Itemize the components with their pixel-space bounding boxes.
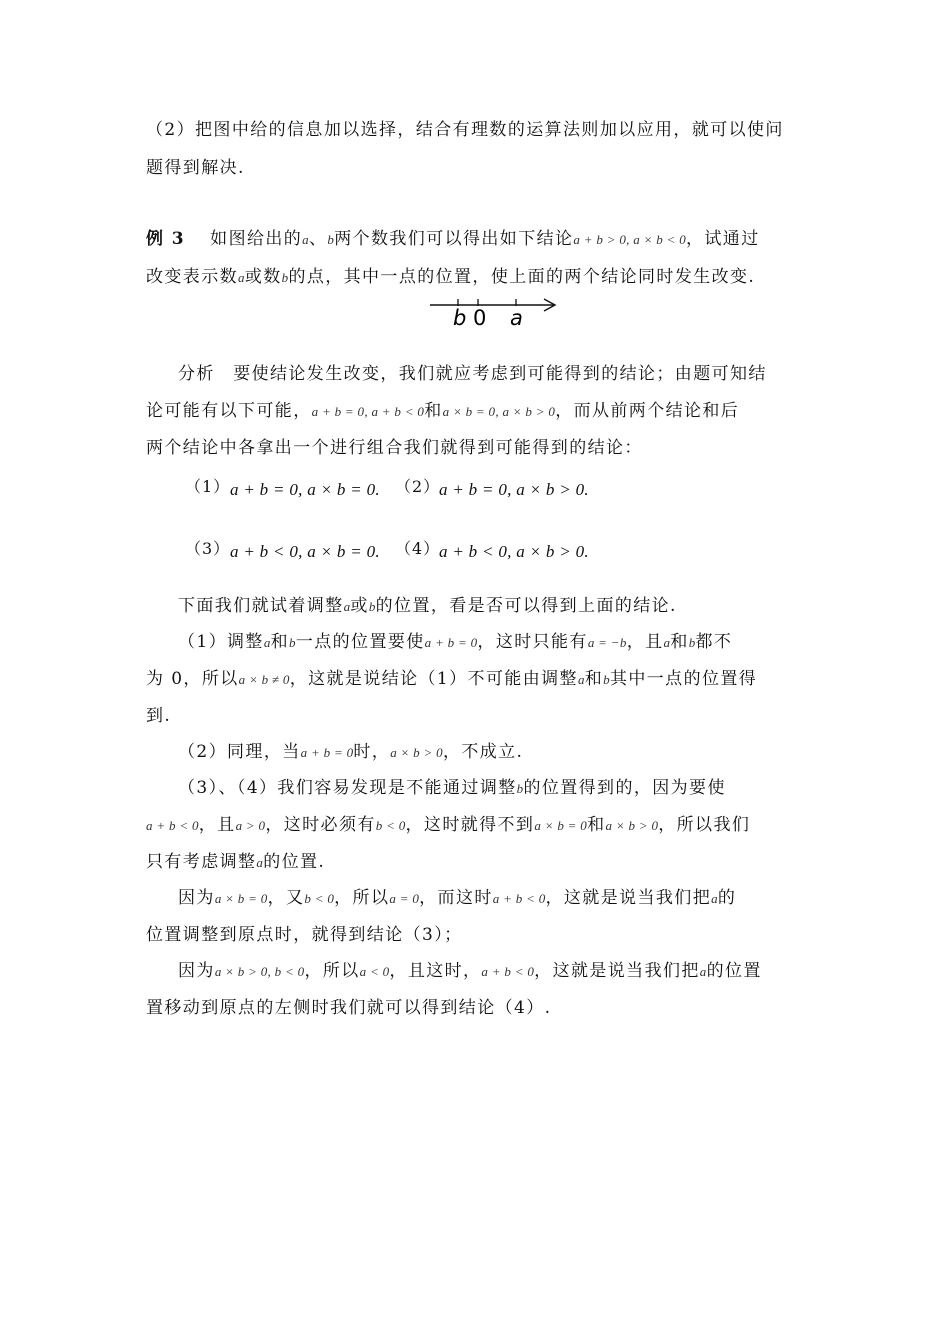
- example-line-2: 改变表示数a或数b的点，其中一点的位置，使上面的两个结论同时发生改变.: [146, 267, 756, 287]
- analysis-line-1: 分析 要使结论发生改变，我们就应考虑到可能得到的结论；由题可知结: [178, 364, 767, 384]
- body-p4: 到.: [146, 706, 172, 726]
- body-p12: 置移动到原点的左侧时我们就可以得到结论（4）.: [146, 998, 552, 1018]
- analysis-line-2: 论可能有以下可能，a + b = 0, a + b < 0和a × b = 0, a × b > 0，而从前两个结论和后: [146, 401, 740, 421]
- case-2: （2） a + b = 0, a × b > 0.: [395, 477, 589, 499]
- case-1: （1） a + b = 0, a × b = 0.: [185, 477, 380, 499]
- body-p7: a + b < 0，且a > 0，这时必须有b < 0，这时就得不到a × b = 0和a × b > 0，所以我们: [146, 815, 751, 835]
- body-p8: 只有考虑调整a的位置.: [146, 852, 326, 872]
- body-p6: （3）、（4）我们容易发现是不能通过调整b的位置得到的，因为要使: [178, 778, 726, 798]
- example-label: 例 3: [146, 229, 185, 249]
- intro-line-1: （2）把图中给的信息加以选择，结合有理数的运算法则加以应用，就可以使问: [146, 120, 784, 140]
- body-p3: 为 0，所以a × b ≠ 0，这就是说结论（1）不可能由调整a和b其中一点的位置得: [146, 669, 758, 689]
- intro-line-2: 题得到解决.: [146, 158, 245, 178]
- body-p5: （2）同理，当a + b = 0时，a × b > 0，不成立.: [178, 742, 524, 762]
- body-p9: 因为a × b = 0，又b < 0，所以a = 0，而这时a + b < 0，这就是说当我们把a的: [178, 888, 737, 908]
- number-line-figure: [426, 296, 562, 328]
- label-zero: 0: [473, 306, 487, 328]
- example-condition: a + b > 0, a × b < 0: [573, 232, 686, 247]
- case-4: （4） a + b < 0, a × b > 0.: [395, 539, 589, 561]
- body-p1: 下面我们就试着调整a或b的位置，看是否可以得到上面的结论.: [178, 596, 677, 616]
- label-b: b: [453, 306, 467, 328]
- body-p10: 位置调整到原点时，就得到结论（3）；: [146, 925, 463, 945]
- label-a: a: [510, 306, 523, 328]
- body-p11: 因为a × b > 0, b < 0，所以a < 0，且这时，a + b < 0，这就是说当我们把a的位置: [178, 961, 762, 981]
- example-line-1: 例 3 如图给出的a、b两个数我们可以得出如下结论a + b > 0, a × b < 0，试通过: [146, 229, 760, 249]
- body-p2: （1）调整a和b一点的位置要使a + b = 0，这时只能有a = −b，且a和b都不: [178, 632, 733, 652]
- analysis-line-3: 两个结论中各拿出一个进行组合我们就得到可能得到的结论：: [146, 438, 643, 458]
- case-3: （3） a + b < 0, a × b = 0.: [185, 539, 380, 561]
